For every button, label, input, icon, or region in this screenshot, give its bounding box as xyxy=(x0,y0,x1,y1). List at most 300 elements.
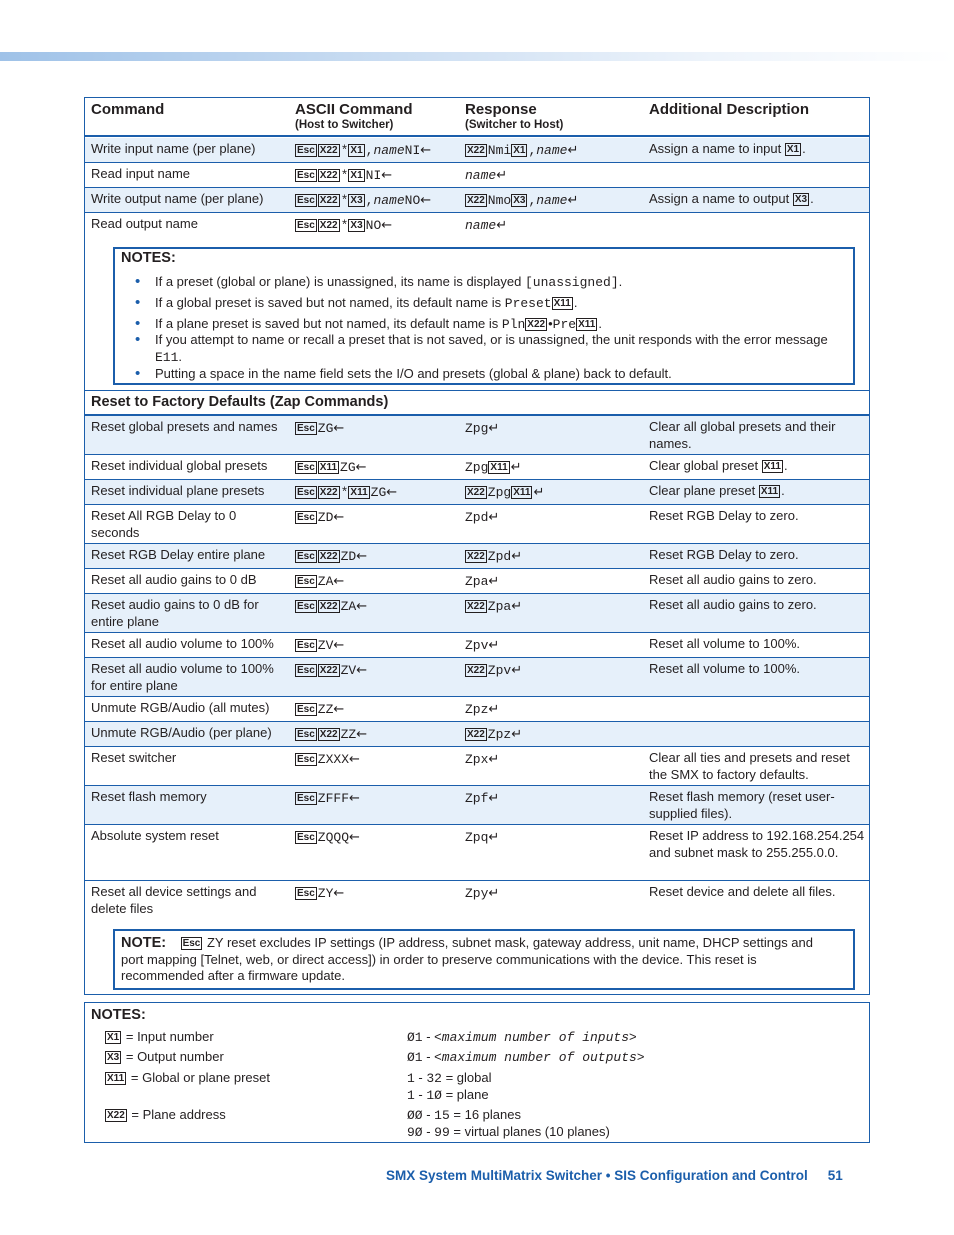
ascii-cell xyxy=(295,421,344,438)
esc-key: Esc xyxy=(297,512,315,523)
response-cell xyxy=(465,886,499,903)
header-description: Additional Description xyxy=(649,101,810,118)
return-arrow-icon: ↵ xyxy=(511,549,523,564)
legend-label: = Input number xyxy=(125,1029,214,1044)
note-code: Preset xyxy=(504,296,552,311)
ni-suffix: NI xyxy=(404,143,421,158)
ascii-cell xyxy=(295,886,344,903)
return-arrow-icon: ↵ xyxy=(567,193,579,208)
command-cell: Write output name (per plane) xyxy=(91,191,264,206)
x1-key: X1 xyxy=(513,145,526,156)
response-cell xyxy=(465,421,499,438)
ascii-code: ZZ xyxy=(340,727,357,742)
response-code: Zpz xyxy=(487,727,512,742)
description-cell: Reset all volume to 100%. xyxy=(649,661,801,676)
return-arrow-icon: ↵ xyxy=(511,599,523,614)
top-accent-bar xyxy=(0,52,954,61)
x22-key: X22 xyxy=(319,551,338,562)
command-cell: Absolute system reset xyxy=(91,828,219,843)
response-code: Zpa xyxy=(465,574,489,589)
table-row xyxy=(85,747,869,786)
ascii-code: ZG xyxy=(370,485,387,500)
x1-key: X1 xyxy=(350,170,363,181)
response-cell xyxy=(465,752,499,769)
response-cell xyxy=(465,510,499,527)
esc-key: Esc xyxy=(297,888,315,899)
note-text xyxy=(121,935,833,985)
return-arrow-icon: ↵ xyxy=(488,574,500,589)
range-end: 32 xyxy=(426,1071,442,1086)
description-end: . xyxy=(802,141,806,156)
x22-key: X22 xyxy=(467,487,485,498)
ascii-cell xyxy=(295,193,431,210)
note-item xyxy=(155,332,845,366)
x3-key: X3 xyxy=(350,195,363,206)
description-text: Assign a name to output xyxy=(649,191,790,206)
legend-key-item xyxy=(105,1049,224,1066)
description-cell: Reset IP address to 192.168.254.254 and subnet mask to 255.255.0.0. xyxy=(649,828,865,860)
ascii-cell xyxy=(295,752,360,769)
esc-key: Esc xyxy=(297,665,315,676)
response-cell xyxy=(465,830,499,847)
table-row xyxy=(85,633,869,658)
command-cell: Reset audio gains to 0 dB for entire plane xyxy=(91,597,259,629)
x11-key: X11 xyxy=(319,462,338,473)
note-code: Pre xyxy=(552,317,577,332)
table-row xyxy=(85,544,869,569)
ascii-cell xyxy=(295,599,367,616)
ascii-cell xyxy=(295,460,367,477)
legend-range xyxy=(407,1029,637,1047)
range-desc: = 16 planes xyxy=(449,1107,521,1122)
response-code: Zpa xyxy=(487,599,512,614)
header-ascii-label: ASCII Command xyxy=(295,101,413,118)
ni-suffix: NI xyxy=(365,168,382,183)
note-code: E11 xyxy=(155,349,179,365)
return-arrow-icon: ↵ xyxy=(488,830,500,845)
response-code: Zpx xyxy=(465,752,489,767)
range-sep: - xyxy=(414,1087,427,1102)
command-cell: Unmute RGB/Audio (all mutes) xyxy=(91,700,270,715)
x22-key: X22 xyxy=(467,729,485,740)
enter-arrow-icon: ← xyxy=(381,218,393,233)
response-cell xyxy=(465,702,499,719)
x1-key: X1 xyxy=(786,144,800,155)
note-code: [unassigned] xyxy=(525,275,619,290)
return-arrow-icon: ↵ xyxy=(496,168,508,183)
table-row xyxy=(85,658,869,697)
command-cell: Reset All RGB Delay to 0 seconds xyxy=(91,508,237,540)
description-cell xyxy=(649,191,867,208)
ascii-cell xyxy=(295,143,431,160)
command-cell: Reset all audio volume to 100% xyxy=(91,636,274,651)
command-cell: Write input name (per plane) xyxy=(91,141,256,156)
x11-key: X11 xyxy=(350,487,368,498)
enter-arrow-icon: ← xyxy=(333,510,345,525)
range-end-param: maximum number of inputs xyxy=(441,1030,629,1045)
return-arrow-icon: ↵ xyxy=(488,702,500,717)
no-suffix: NO xyxy=(404,193,421,208)
range-sep: - xyxy=(414,1070,427,1085)
legend-range xyxy=(407,1107,521,1125)
enter-arrow-icon: ← xyxy=(420,143,432,158)
ascii-code: ZZ xyxy=(317,702,334,717)
description-cell xyxy=(649,458,867,475)
command-cell: Reset all device settings and delete files xyxy=(91,884,257,916)
return-arrow-icon: ↵ xyxy=(488,886,500,901)
description-cell: Reset device and delete all files. xyxy=(649,884,836,899)
return-arrow-icon: ↵ xyxy=(488,752,500,767)
description-cell: Reset flash memory (reset user-supplied files). xyxy=(649,789,835,821)
note-code: Pln xyxy=(501,317,526,332)
ascii-cell xyxy=(295,638,344,655)
response-cell xyxy=(465,460,522,477)
description-text: Assign a name to input xyxy=(649,141,782,156)
return-arrow-icon: ↵ xyxy=(488,510,500,525)
ascii-code: ZD xyxy=(317,510,334,525)
response-code: Zpv xyxy=(465,638,489,653)
header-response-label: Response xyxy=(465,101,537,118)
esc-key: Esc xyxy=(297,704,315,715)
legend-range xyxy=(407,1124,610,1142)
name-param: name xyxy=(373,143,405,158)
range-close: > xyxy=(636,1049,645,1064)
note-text: If you attempt to name or recall a preset that is not saved, or is unassigned, the unit responds with the error message xyxy=(155,332,828,347)
table-row xyxy=(85,480,869,505)
esc-key: Esc xyxy=(297,462,315,473)
command-cell: Reset individual global presets xyxy=(91,458,268,473)
range-sep: - < xyxy=(422,1049,442,1064)
note-end: . xyxy=(573,295,578,310)
range-sep: - xyxy=(422,1107,435,1122)
star-char: * xyxy=(340,193,349,208)
description-cell xyxy=(649,141,867,158)
esc-key: Esc xyxy=(297,754,315,765)
response-code: Zpv xyxy=(487,663,512,678)
enter-arrow-icon: ← xyxy=(333,638,345,653)
esc-key: Esc xyxy=(297,729,315,740)
name-param: name xyxy=(536,143,568,158)
ascii-code: ZA xyxy=(317,574,334,589)
response-cell xyxy=(465,599,522,616)
return-arrow-icon: ↵ xyxy=(533,485,545,500)
x22-key: X22 xyxy=(527,319,546,330)
star-char: * xyxy=(340,218,349,233)
header-ascii-sub: (Host to Switcher) xyxy=(295,119,394,131)
ascii-cell xyxy=(295,510,344,527)
x22-key: X22 xyxy=(319,220,338,231)
ascii-cell xyxy=(295,830,360,847)
return-arrow-icon: ↵ xyxy=(567,143,579,158)
return-arrow-icon: ↵ xyxy=(511,727,523,742)
legend-label: = Plane address xyxy=(131,1107,226,1122)
x11-key: X11 xyxy=(578,319,596,330)
description-cell xyxy=(649,483,867,500)
no-suffix: NO xyxy=(365,218,382,233)
legend-title: NOTES: xyxy=(91,1007,146,1023)
comma-char: , xyxy=(528,143,537,158)
enter-arrow-icon: ← xyxy=(333,886,345,901)
x3-key: X3 xyxy=(794,194,808,205)
header-response-sub: (Switcher to Host) xyxy=(465,119,564,131)
esc-key: Esc xyxy=(182,938,201,949)
response-cell xyxy=(465,193,578,210)
command-cell: Reset individual plane presets xyxy=(91,483,265,498)
page-footer xyxy=(386,1168,843,1183)
range-end: 15 xyxy=(434,1108,450,1123)
response-code: Zpg xyxy=(465,421,489,436)
range-start: 1 xyxy=(407,1071,415,1086)
range-start: Ø1 xyxy=(407,1050,423,1065)
response-code: Zpg xyxy=(487,485,512,500)
table-row xyxy=(85,786,869,825)
ascii-cell xyxy=(295,663,367,680)
table-row xyxy=(85,455,869,480)
command-cell: Reset all audio gains to 0 dB xyxy=(91,572,257,587)
range-sep: - < xyxy=(422,1029,442,1044)
table-row xyxy=(85,505,869,544)
ascii-code: ZA xyxy=(340,599,357,614)
ascii-code: ZFFF xyxy=(317,791,350,806)
response-code: Zpd xyxy=(487,549,512,564)
x22-key: X22 xyxy=(319,729,338,740)
return-arrow-icon: ↵ xyxy=(488,791,500,806)
ascii-cell xyxy=(295,549,367,566)
legend-label: = Global or plane preset xyxy=(130,1070,270,1085)
comma-char: , xyxy=(528,193,537,208)
enter-arrow-icon: ← xyxy=(356,549,368,564)
legend-range xyxy=(407,1049,644,1067)
ascii-code: ZG xyxy=(340,460,356,475)
description-end: . xyxy=(810,191,814,206)
response-code: Zpd xyxy=(465,510,489,525)
nmo-prefix: Nmo xyxy=(487,193,512,208)
x22-key: X22 xyxy=(319,170,338,181)
nmi-prefix: Nmi xyxy=(487,143,512,158)
star-char: * xyxy=(340,485,349,500)
bullet-char: • xyxy=(548,316,553,331)
enter-arrow-icon: ← xyxy=(356,599,368,614)
footer-title: SMX System MultiMatrix Switcher • SIS Configuration and Control xyxy=(386,1168,808,1183)
description-text: Clear plane preset xyxy=(649,483,756,498)
return-arrow-icon: ↵ xyxy=(496,218,508,233)
x11-key: X11 xyxy=(763,461,781,472)
range-start: Ø1 xyxy=(407,1030,423,1045)
enter-arrow-icon: ← xyxy=(356,663,368,678)
description-end: . xyxy=(784,458,788,473)
range-desc: = plane xyxy=(441,1087,489,1102)
enter-arrow-icon: ← xyxy=(381,168,393,183)
x22-key: X22 xyxy=(319,601,338,612)
enter-arrow-icon: ← xyxy=(333,574,345,589)
response-cell xyxy=(465,638,499,655)
x11-key: X11 xyxy=(553,298,571,309)
table-header xyxy=(85,98,869,137)
response-cell xyxy=(465,663,522,680)
x22-key: X22 xyxy=(319,145,338,156)
table-row xyxy=(85,594,869,633)
legend-range xyxy=(407,1070,492,1088)
response-cell xyxy=(465,727,522,744)
name-param: name xyxy=(465,168,497,183)
response-cell xyxy=(465,168,507,185)
esc-key: Esc xyxy=(297,195,315,206)
ascii-cell xyxy=(295,485,397,502)
command-cell: Reset flash memory xyxy=(91,789,207,804)
comma-char: , xyxy=(365,193,374,208)
note-end: . xyxy=(618,274,623,289)
x1-key: X1 xyxy=(107,1032,120,1043)
ascii-code: ZQQQ xyxy=(317,830,350,845)
description-cell: Reset all volume to 100%. xyxy=(649,636,801,651)
return-arrow-icon: ↵ xyxy=(488,421,500,436)
enter-arrow-icon: ← xyxy=(420,193,432,208)
x3-key: X3 xyxy=(513,195,526,206)
x22-key: X22 xyxy=(107,1110,125,1121)
star-char: * xyxy=(340,168,349,183)
command-cell: Read output name xyxy=(91,216,198,231)
response-code: Zpg xyxy=(465,460,489,475)
command-cell: Read input name xyxy=(91,166,191,181)
name-param: name xyxy=(465,218,497,233)
section-title: Reset to Factory Defaults (Zap Commands) xyxy=(91,394,389,410)
command-table xyxy=(84,97,870,995)
response-code: Zpq xyxy=(465,830,489,845)
x22-key: X22 xyxy=(467,601,485,612)
esc-key: Esc xyxy=(297,832,315,843)
range-sep: - xyxy=(422,1124,435,1139)
description-text: Clear global preset xyxy=(649,458,759,473)
note-text: If a plane preset is saved but not named, its default name is xyxy=(155,316,499,331)
response-cell xyxy=(465,218,507,235)
return-arrow-icon: ↵ xyxy=(510,460,522,475)
enter-arrow-icon: ← xyxy=(333,702,345,717)
range-start: 1 xyxy=(407,1088,415,1103)
esc-key: Esc xyxy=(297,793,315,804)
header-ascii xyxy=(295,101,413,131)
esc-key: Esc xyxy=(297,551,315,562)
response-code: Zpz xyxy=(465,702,489,717)
enter-arrow-icon: ← xyxy=(349,791,360,806)
header-response xyxy=(465,101,563,131)
esc-key: Esc xyxy=(297,576,315,587)
x11-key: X11 xyxy=(107,1073,125,1084)
command-cell: Reset all audio volume to 100% for entire plane xyxy=(91,661,274,693)
note-item xyxy=(155,295,845,313)
ascii-cell xyxy=(295,218,392,235)
header-command: Command xyxy=(91,101,165,118)
response-code: Zpf xyxy=(465,791,489,806)
x22-key: X22 xyxy=(319,665,338,676)
description-cell: Reset all audio gains to zero. xyxy=(649,572,817,587)
description-end: . xyxy=(781,483,785,498)
return-arrow-icon: ↵ xyxy=(511,663,523,678)
response-cell xyxy=(465,574,499,591)
esc-key: Esc xyxy=(297,640,315,651)
ascii-code: ZY xyxy=(317,886,334,901)
description-cell: Reset RGB Delay to zero. xyxy=(649,508,799,523)
ascii-cell xyxy=(295,791,360,808)
x11-key: X11 xyxy=(490,462,508,473)
esc-key: Esc xyxy=(297,145,315,156)
x22-key: X22 xyxy=(467,665,485,676)
ascii-code: ZXXX xyxy=(317,752,350,767)
note-text: If a preset (global or plane) is unassigned, its name is displayed xyxy=(155,274,522,289)
legend-key-item xyxy=(105,1029,214,1046)
esc-key: Esc xyxy=(297,423,315,434)
range-start: ØØ xyxy=(407,1108,423,1123)
note-item xyxy=(155,316,845,334)
range-end: 1Ø xyxy=(426,1088,442,1103)
enter-arrow-icon: ← xyxy=(356,727,368,742)
x22-key: X22 xyxy=(319,195,338,206)
note-text: If a global preset is saved but not named, its default name is xyxy=(155,295,502,310)
response-code: Zpy xyxy=(465,886,489,901)
x11-key: X11 xyxy=(513,487,531,498)
table-row xyxy=(85,697,869,722)
notes-title: NOTES: xyxy=(121,250,176,266)
ascii-cell xyxy=(295,168,392,185)
command-cell: Unmute RGB/Audio (per plane) xyxy=(91,725,272,740)
description-cell: Reset all audio gains to zero. xyxy=(649,597,817,612)
esc-key: Esc xyxy=(297,220,315,231)
description-cell: Clear all global presets and their names. xyxy=(649,419,836,451)
legend-key-item xyxy=(105,1070,270,1087)
ascii-code: ZG xyxy=(317,421,334,436)
command-cell: Reset switcher xyxy=(91,750,177,765)
enter-arrow-icon: ← xyxy=(386,485,398,500)
ascii-code: ZV xyxy=(317,638,334,653)
ascii-cell xyxy=(295,574,344,591)
range-end: 99 xyxy=(434,1125,450,1140)
description-cell: Clear all ties and presets and reset the SMX to factory defaults. xyxy=(649,750,850,782)
legend-box xyxy=(84,1002,870,1143)
x22-key: X22 xyxy=(319,487,338,498)
x11-key: X11 xyxy=(760,486,779,497)
page-number: 51 xyxy=(827,1168,843,1183)
ascii-cell xyxy=(295,727,367,744)
name-param: name xyxy=(536,193,568,208)
esc-key: Esc xyxy=(297,601,315,612)
table-row xyxy=(85,138,869,163)
notes-box xyxy=(113,247,855,385)
table-row xyxy=(85,188,869,213)
x1-key: X1 xyxy=(350,145,363,156)
table-row xyxy=(85,163,869,188)
esc-key: Esc xyxy=(297,487,315,498)
name-param: name xyxy=(373,193,405,208)
note-end: . xyxy=(178,348,183,364)
ascii-code: ZD xyxy=(340,549,357,564)
legend-range xyxy=(407,1087,489,1105)
command-cell: Reset RGB Delay entire plane xyxy=(91,547,266,562)
table-row xyxy=(85,569,869,594)
enter-arrow-icon: ← xyxy=(355,460,367,475)
return-arrow-icon: ↵ xyxy=(488,638,500,653)
comma-char: , xyxy=(365,143,374,158)
range-desc: = global xyxy=(441,1070,492,1085)
response-cell xyxy=(465,143,578,160)
enter-arrow-icon: ← xyxy=(349,752,360,767)
range-start: 9Ø xyxy=(407,1125,423,1140)
description-cell: Reset RGB Delay to zero. xyxy=(649,547,799,562)
legend-key-item xyxy=(105,1107,226,1124)
range-end-param: maximum number of outputs xyxy=(441,1050,637,1065)
ascii-cell xyxy=(295,702,344,719)
x22-key: X22 xyxy=(467,195,485,206)
enter-arrow-icon: ← xyxy=(333,421,345,436)
x22-key: X22 xyxy=(467,551,485,562)
